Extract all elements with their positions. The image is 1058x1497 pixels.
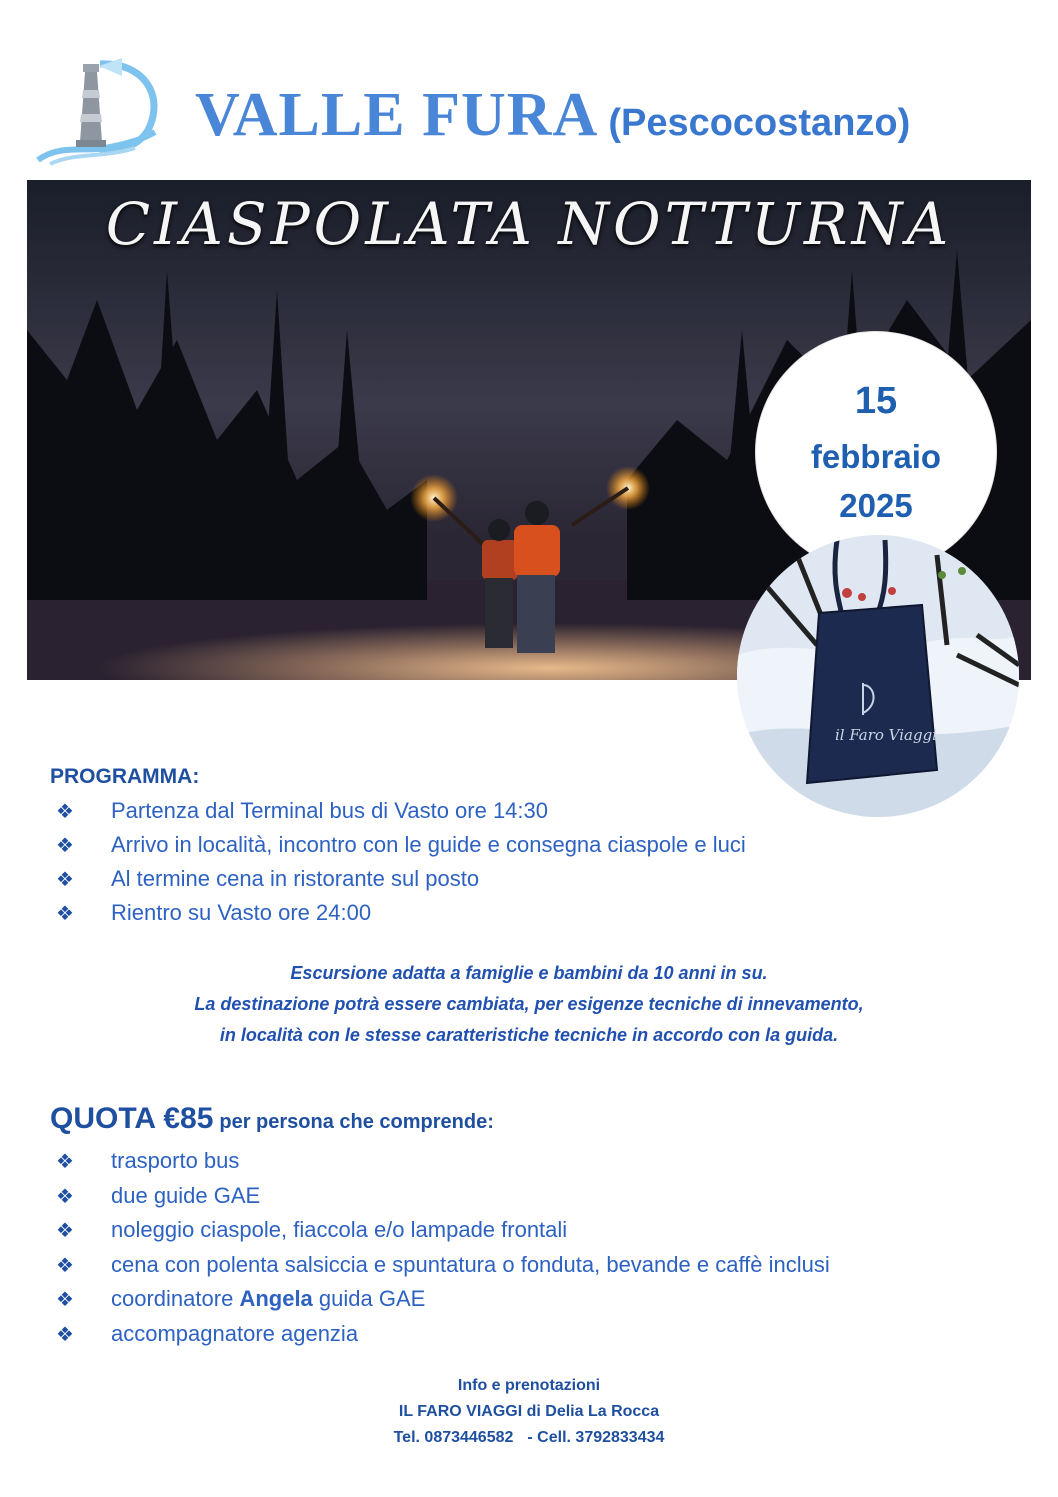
list-item: ❖ cena con polenta salsiccia e spuntatura o fonduta, bevande e caffè inclusi bbox=[50, 1248, 830, 1283]
price-label: QUOTA €85 bbox=[50, 1102, 214, 1135]
list-item: ❖ accompagnatore agenzia bbox=[50, 1317, 830, 1352]
price-suffix: per persona che comprende: bbox=[219, 1111, 494, 1133]
title-main: VALLE FURA bbox=[195, 81, 599, 149]
agency-name: IL FARO VIAGGI di Delia La Rocca bbox=[398, 1403, 660, 1420]
diamond-bullet-icon: ❖ bbox=[56, 1321, 74, 1346]
contact-info bbox=[0, 1373, 1058, 1451]
title-location: (Pescocostanzo) bbox=[608, 102, 911, 144]
contact-heading: Info e prenotazioni bbox=[457, 1377, 601, 1394]
diamond-bullet-icon: ❖ bbox=[56, 867, 74, 891]
list-item: ❖ Partenza dal Terminal bus di Vasto ore 14:30 bbox=[50, 794, 746, 828]
list-item: ❖ trasporto bus bbox=[50, 1144, 830, 1179]
list-item: ❖ noleggio ciaspole, fiaccola e/o lampade frontali bbox=[50, 1213, 830, 1248]
hero-title: CIASPOLATA NOTTURNA bbox=[105, 190, 953, 258]
list-item: ❖ Arrivo in località, incontro con le guide e consegna ciaspole e luci bbox=[50, 828, 746, 862]
diamond-bullet-icon: ❖ bbox=[56, 833, 74, 857]
coordinator-name: Angela bbox=[239, 1286, 313, 1311]
list-item: ❖ Rientro su Vasto ore 24:00 bbox=[50, 896, 746, 930]
phone-number: Tel. 0873446582 bbox=[393, 1429, 514, 1446]
diamond-bullet-icon: ❖ bbox=[56, 1252, 74, 1277]
notice-line: in località con le stesse caratteristiche tecniche in accordo con la guida. bbox=[219, 1025, 839, 1045]
diamond-bullet-icon: ❖ bbox=[56, 1149, 74, 1173]
includes-list bbox=[50, 1144, 830, 1351]
date-day: 15 bbox=[854, 380, 898, 422]
bag-photo bbox=[737, 535, 1019, 817]
programma-heading: PROGRAMMA: bbox=[50, 765, 200, 788]
price-heading bbox=[50, 1102, 494, 1136]
list-item: ❖ due guide GAE bbox=[50, 1179, 830, 1214]
page-title bbox=[195, 80, 910, 151]
phone-line bbox=[0, 1425, 1058, 1451]
list-item: ❖ coordinatore Angela guida GAE bbox=[50, 1282, 830, 1317]
cell-number: - Cell. 3792833434 bbox=[527, 1429, 665, 1446]
diamond-bullet-icon: ❖ bbox=[56, 1287, 74, 1311]
date-month: febbraio bbox=[810, 438, 942, 475]
notice-line: La destinazione potrà essere cambiata, per esigenze tecniche di innevamento, bbox=[194, 994, 864, 1014]
notice-line: Escursione adatta a famiglie e bambini da 10 anni in su. bbox=[290, 963, 768, 983]
date-year: 2025 bbox=[839, 487, 913, 524]
diamond-bullet-icon: ❖ bbox=[56, 1218, 74, 1242]
diamond-bullet-icon: ❖ bbox=[56, 799, 74, 823]
diamond-bullet-icon: ❖ bbox=[56, 1183, 74, 1208]
lighthouse-logo-icon bbox=[30, 52, 165, 167]
programma-list bbox=[50, 794, 746, 930]
bag-brand: il Faro Viaggi bbox=[835, 726, 937, 744]
list-item: ❖ Al termine cena in ristorante sul posto bbox=[50, 862, 746, 896]
diamond-bullet-icon: ❖ bbox=[56, 901, 74, 925]
notice-text bbox=[0, 958, 1058, 1051]
